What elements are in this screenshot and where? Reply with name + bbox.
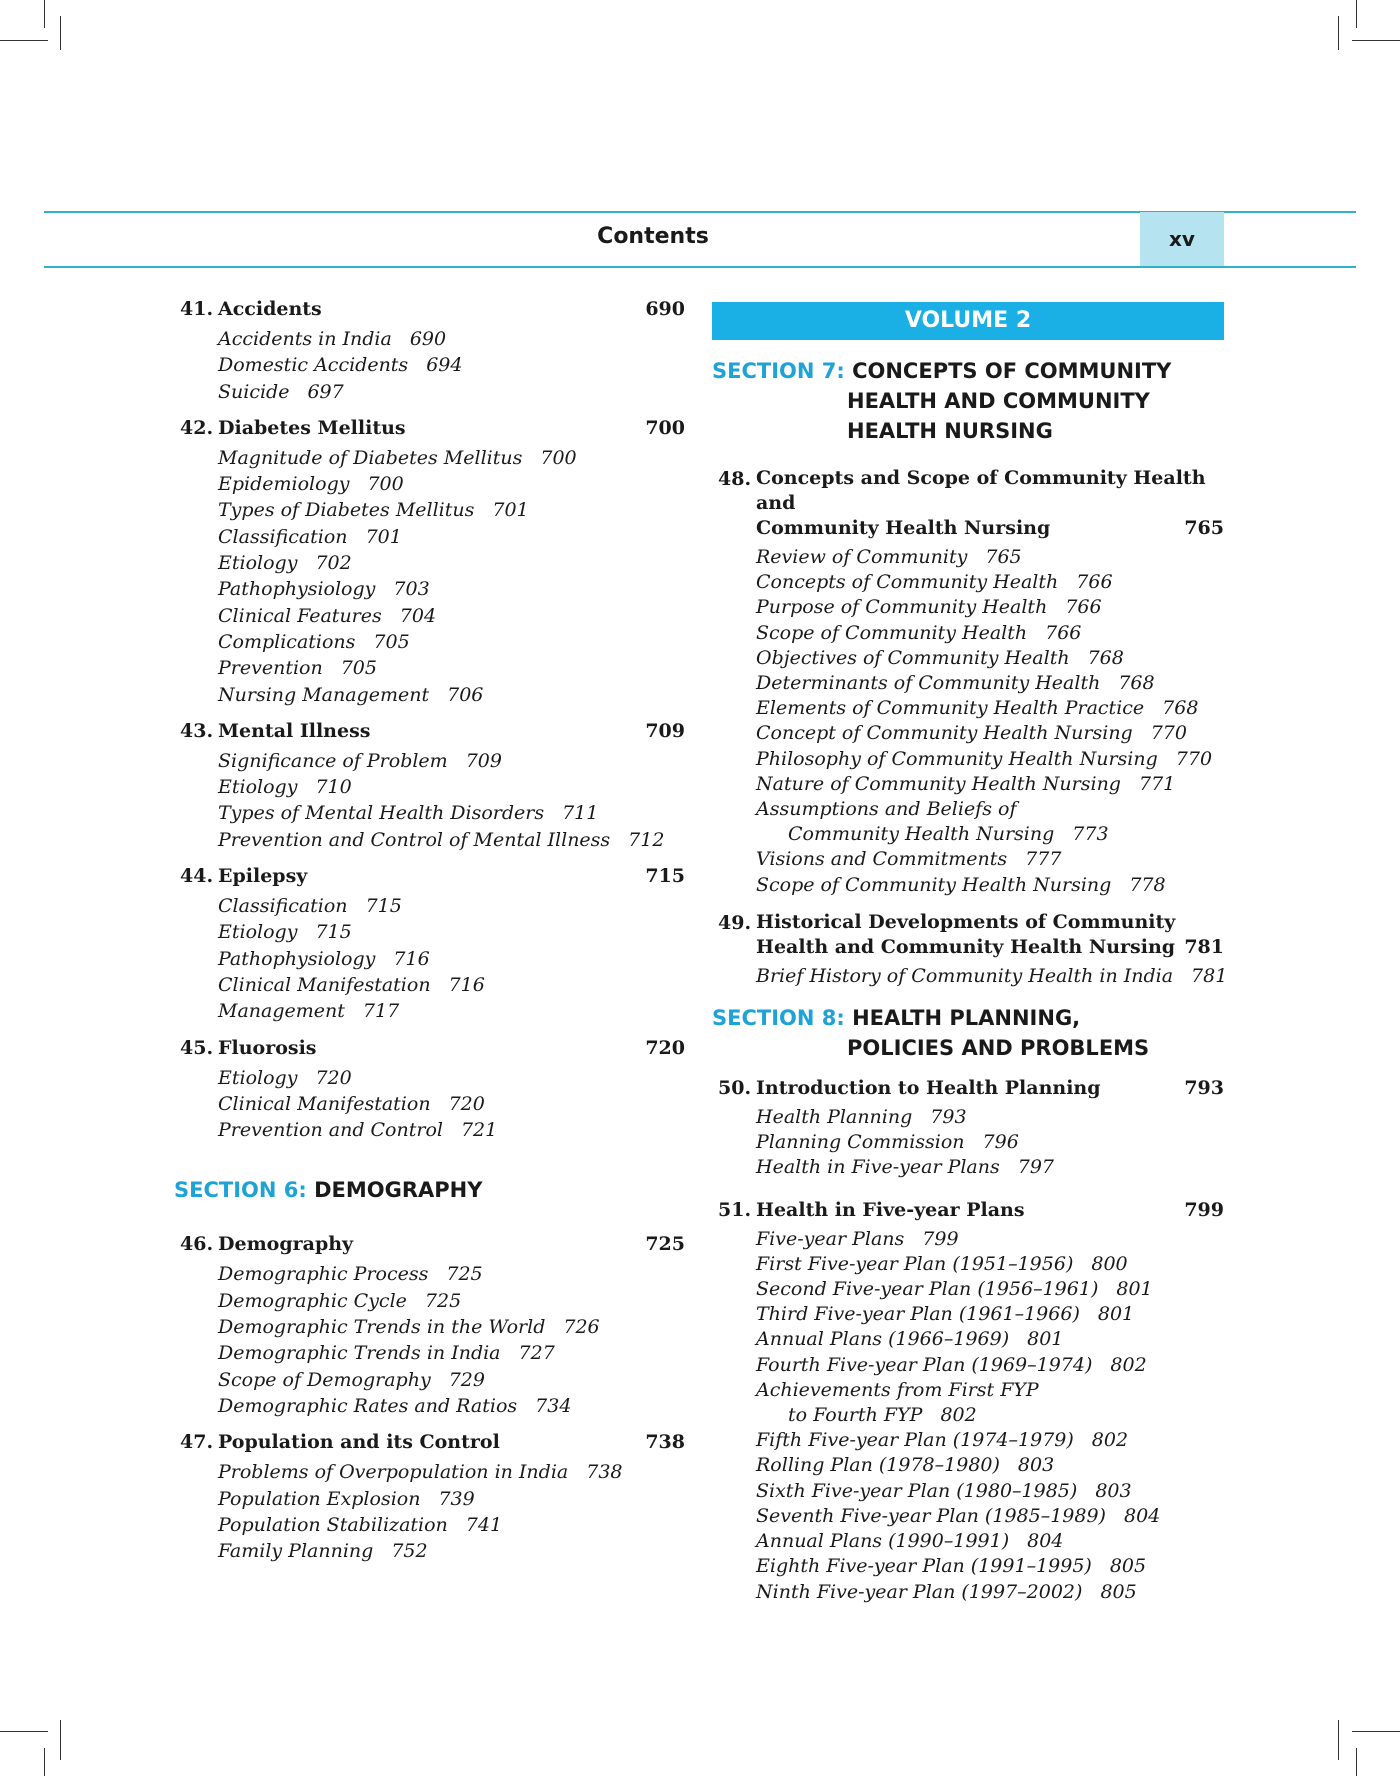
toc-entry (218, 1091, 685, 1117)
toc-entry (218, 603, 685, 629)
entry-title: Ninth Five-year Plan (1997–2002) (756, 1580, 1083, 1603)
toc-entry (218, 919, 685, 945)
toc-entry (756, 1479, 1224, 1504)
toc-entry (218, 497, 685, 523)
toc-entry (756, 1554, 1224, 1579)
entry-page: 805 (1109, 1555, 1147, 1578)
entry-title: Five-year Plans (756, 1227, 905, 1250)
toc-entry (756, 1277, 1224, 1302)
toc-entry (756, 1155, 1224, 1180)
entry-page: 715 (315, 921, 352, 944)
entry-page: 690 (409, 328, 447, 350)
chapter-page: 781 (1184, 935, 1224, 958)
entry-page: 720 (448, 1092, 485, 1115)
entry-title: Scope of Demography (218, 1368, 431, 1391)
left-column (174, 296, 685, 1574)
entry-title: Scope of Community Health Nursing (756, 873, 1112, 896)
entry-title: Visions and Commitments (756, 848, 1008, 871)
entry-page: 802 (940, 1404, 977, 1427)
section-title-line: HEALTH PLANNING, (852, 1006, 1081, 1031)
chapter-heading (180, 296, 685, 322)
entry-title: Prevention (218, 657, 323, 680)
entry-list (218, 893, 685, 1024)
entry-title: Planning Commission (756, 1131, 965, 1154)
section-title-line: HEALTH NURSING (847, 419, 1053, 443)
entry-page: 705 (373, 630, 410, 653)
entry-title: Etiology (218, 921, 298, 944)
chapter-number: 41. (180, 298, 214, 320)
chapter-title: Health in Five-year Plans (756, 1198, 1025, 1221)
toc-entry (218, 524, 685, 550)
toc-entry (756, 1252, 1224, 1277)
section-label: SECTION 8: (712, 1006, 845, 1031)
toc-entry (756, 671, 1224, 696)
crop-mark (60, 1720, 61, 1760)
chapter-title: Introduction to Health Planning (756, 1077, 1101, 1100)
chapter-heading (180, 415, 685, 441)
entry-title: First Five-year Plan (1951–1956) (756, 1252, 1074, 1275)
entry-title: Eighth Five-year Plan (1991–1995) (756, 1555, 1092, 1578)
entry-page: 766 (1045, 621, 1082, 644)
entry-page: 768 (1087, 646, 1124, 669)
crop-mark (60, 16, 61, 50)
chapter-page: 709 (645, 719, 685, 742)
entry-page: 725 (424, 1289, 462, 1312)
chapter-title: Demography (218, 1233, 354, 1256)
entry-title: Demographic Rates and Ratios (218, 1394, 518, 1417)
entry-page: 738 (586, 1461, 623, 1484)
chapter-page: 793 (1184, 1077, 1224, 1100)
toc-entry (756, 1504, 1224, 1529)
toc-entry (218, 946, 685, 972)
entry-page: 703 (393, 578, 430, 601)
chapter-title-line: Community Health Nursing (756, 517, 1051, 539)
crop-mark (1338, 1720, 1339, 1760)
entry-page: 700 (540, 446, 577, 469)
page-number: xv (1140, 212, 1224, 266)
toc-entry (756, 1353, 1224, 1378)
toc-entry (756, 1378, 1224, 1403)
crop-mark (44, 0, 45, 28)
entry-page: 770 (1150, 722, 1187, 745)
toc-entry (756, 1327, 1224, 1352)
toc-entry (756, 1403, 1224, 1428)
entry-title: Fourth Five-year Plan (1969–1974) (756, 1353, 1093, 1376)
toc-entry (756, 721, 1224, 746)
entry-page: 801 (1027, 1328, 1064, 1351)
entry-page: 770 (1175, 747, 1213, 770)
entry-page: 700 (367, 473, 404, 496)
entry-page: 768 (1162, 697, 1199, 720)
entry-title: Prevention and Control (218, 1119, 443, 1142)
entry-title: Nursing Management (218, 683, 430, 706)
entry-page: 777 (1025, 848, 1062, 871)
chapter-title: Mental Illness (218, 719, 371, 742)
entry-page: 734 (535, 1394, 572, 1417)
chapter-title: Fluorosis (218, 1036, 317, 1059)
entry-title: Determinants of Community Health (756, 672, 1101, 695)
toc-entry (756, 1130, 1224, 1155)
chapter-page: 738 (645, 1431, 685, 1454)
crop-mark (1352, 40, 1400, 41)
entry-title: Concepts of Community Health (756, 571, 1059, 594)
toc-entry (756, 964, 1228, 989)
toc-entry (756, 1580, 1224, 1605)
entry-title: Etiology (218, 776, 298, 799)
entry-title: Philosophy of Community Health Nursing (756, 747, 1158, 770)
entry-title: Suicide (218, 380, 290, 403)
entry-title: Community Health Nursing (788, 823, 1055, 846)
toc-entry (756, 1302, 1224, 1327)
toc-entry (218, 655, 685, 681)
crop-mark (1352, 1731, 1400, 1732)
chapter-list (180, 1231, 685, 1564)
toc-entry (218, 550, 685, 576)
entry-page: 702 (315, 552, 352, 575)
entry-title: Accidents in India (218, 328, 392, 350)
chapter-heading (180, 718, 685, 744)
entry-title: Magnitude of Diabetes Mellitus (218, 446, 523, 469)
chapter-title: Population and its Control (218, 1431, 500, 1454)
entry-title: Clinical Manifestation (218, 973, 431, 996)
toc-entry (218, 893, 685, 919)
section-title-line: HEALTH AND COMMUNITY (847, 389, 1150, 413)
entry-title: Types of Diabetes Mellitus (218, 499, 475, 522)
entry-page: 711 (562, 802, 599, 825)
entry-page: 803 (1095, 1479, 1132, 1502)
entry-page: 803 (1017, 1454, 1055, 1477)
entry-title: Purpose of Community Health (756, 596, 1048, 619)
crop-mark (0, 1731, 48, 1732)
toc-entry (756, 1105, 1224, 1130)
toc-entry (756, 747, 1224, 772)
toc-entry (218, 629, 685, 655)
entry-title: Achievements from First FYP (756, 1378, 1039, 1401)
entry-title: Annual Plans (1966–1969) (756, 1328, 1010, 1351)
chapter (180, 863, 685, 1024)
volume-banner: VOLUME 2 (712, 302, 1224, 340)
entry-title: Second Five-year Plan (1956–1961) (756, 1278, 1099, 1301)
toc-entry (756, 570, 1224, 595)
entry-title: Sixth Five-year Plan (1980–1985) (756, 1479, 1078, 1502)
entry-list (218, 1459, 685, 1564)
entry-page: 801 (1097, 1303, 1135, 1326)
entry-title: Clinical Manifestation (218, 1092, 431, 1115)
entry-page: 765 (985, 546, 1022, 568)
entry-title: Brief History of Community Health in India (756, 964, 1174, 987)
section-label: SECTION 7: (712, 359, 845, 383)
chapter-heading (180, 1035, 685, 1061)
toc-entry (218, 1367, 685, 1393)
toc-entry (218, 1117, 685, 1143)
chapter-page: 725 (645, 1233, 685, 1256)
toc-entry (756, 545, 1224, 570)
entry-title: Types of Mental Health Disorders (218, 802, 545, 825)
entry-page: 725 (446, 1263, 483, 1286)
toc-entry (218, 774, 685, 800)
entry-title: Classification (218, 525, 348, 548)
toc-entry (218, 1486, 685, 1512)
chapter (180, 1231, 685, 1419)
header-rule-bottom (44, 266, 1356, 268)
entry-page: 741 (465, 1513, 503, 1536)
chapter-number: 51. (718, 1198, 752, 1221)
toc-entry (756, 646, 1224, 671)
toc-entry (218, 998, 685, 1024)
toc-entry (756, 621, 1224, 646)
entry-title: Scope of Community Health (756, 621, 1028, 644)
entry-page: 715 (365, 895, 402, 918)
toc-entry (756, 1227, 1224, 1252)
entry-page: 796 (982, 1131, 1019, 1154)
chapter-number: 50. (718, 1077, 752, 1100)
entry-title: Demographic Process (218, 1263, 429, 1286)
entry-page: 800 (1091, 1252, 1128, 1275)
entry-page: 768 (1118, 672, 1155, 695)
entry-list (218, 1065, 685, 1144)
entry-title: Rolling Plan (1978–1980) (756, 1454, 1000, 1477)
entry-title: Assumptions and Beliefs of (756, 798, 1017, 821)
toc-entry (218, 682, 685, 708)
toc-entry (218, 445, 685, 471)
toc-entry (756, 847, 1224, 872)
entry-list (756, 1105, 1224, 1181)
chapter-page: 799 (1184, 1198, 1224, 1221)
entry-page: 766 (1065, 596, 1102, 619)
entry-page: 766 (1076, 571, 1113, 594)
section-7-heading (712, 356, 1224, 446)
crop-mark (1356, 0, 1357, 28)
toc-entry (756, 1529, 1224, 1554)
entry-page: 781 (1191, 964, 1228, 987)
toc-entry (756, 1453, 1224, 1478)
section-6-heading (174, 1175, 685, 1205)
chapter-title: Epilepsy (218, 865, 308, 888)
chapter-page: 720 (645, 1036, 685, 1059)
toc-entry (218, 1340, 685, 1366)
entry-page: 701 (365, 525, 402, 548)
chapter-title: Accidents (218, 298, 322, 320)
entry-page: 726 (563, 1316, 600, 1339)
entry-page: 799 (922, 1227, 959, 1250)
toc-entry (218, 1065, 685, 1091)
entry-title: Management (218, 1000, 345, 1023)
entry-page: 712 (628, 828, 665, 851)
entry-title: Family Planning (218, 1540, 374, 1563)
entry-title: Review of Community (756, 546, 968, 568)
crop-mark (0, 40, 48, 41)
running-header-title: Contents (597, 224, 709, 249)
toc-entry (218, 326, 685, 352)
entry-page: 716 (448, 973, 485, 996)
entry-page: 778 (1129, 873, 1166, 896)
entry-page: 805 (1100, 1580, 1137, 1603)
entry-title: Etiology (218, 552, 298, 575)
entry-title: Etiology (218, 1066, 298, 1089)
chapter-number: 49. (718, 911, 752, 934)
chapter (180, 718, 685, 853)
chapter-48 (712, 466, 1224, 898)
crop-mark (1338, 16, 1339, 50)
toc-entry (218, 1393, 685, 1419)
toc-entry (218, 800, 685, 826)
chapter-number: 46. (180, 1233, 214, 1256)
entry-page: 721 (460, 1119, 498, 1142)
entry-page: 704 (399, 604, 437, 627)
chapter-page: 715 (645, 865, 685, 888)
entry-page: 802 (1110, 1353, 1147, 1376)
toc-entry (218, 1512, 685, 1538)
chapter-title-line: Concepts and Scope of Community Health and (756, 467, 1206, 514)
right-column (712, 302, 1228, 1614)
entry-page: 801 (1116, 1278, 1153, 1301)
entry-page: 771 (1138, 772, 1176, 795)
section-label: SECTION 6: (174, 1178, 307, 1203)
section-title-line: CONCEPTS OF COMMUNITY (852, 359, 1172, 383)
entry-page: 797 (1017, 1156, 1055, 1179)
entry-title: Significance of Problem (218, 749, 448, 772)
entry-list (218, 445, 685, 708)
toc-entry (218, 352, 685, 378)
entry-title: Clinical Features (218, 604, 382, 627)
toc-entry (218, 748, 685, 774)
entry-title: Complications (218, 630, 356, 653)
entry-title: Pathophysiology (218, 578, 376, 601)
entry-page: 752 (391, 1540, 428, 1563)
entry-title: Domestic Accidents (218, 354, 409, 377)
crop-mark (44, 1748, 45, 1776)
entry-page: 802 (1091, 1429, 1129, 1452)
chapter (180, 415, 685, 708)
entry-page: 727 (518, 1342, 555, 1365)
chapter-title-line: Historical Developments of Community (756, 910, 1176, 933)
entry-title: Population Stabilization (218, 1513, 448, 1536)
section-title-line: POLICIES AND PROBLEMS (847, 1036, 1150, 1061)
chapter-number: 42. (180, 416, 214, 439)
entry-title: Demographic Trends in India (218, 1342, 501, 1365)
entry-page: 773 (1072, 823, 1109, 846)
chapter-49 (712, 910, 1228, 989)
entry-list (756, 1227, 1224, 1605)
chapter (180, 1035, 685, 1144)
chapter-page: 700 (645, 416, 685, 439)
entry-title: Population Explosion (218, 1487, 421, 1510)
toc-entry (756, 797, 1224, 822)
toc-entry (218, 1314, 685, 1340)
entry-list (756, 545, 1224, 898)
entry-page: 701 (492, 499, 529, 522)
toc-entry (218, 471, 685, 497)
toc-entry (218, 972, 685, 998)
chapter-heading (180, 863, 685, 889)
entry-title: Health Planning (756, 1106, 913, 1129)
entry-title: Annual Plans (1990–1991) (756, 1530, 1010, 1553)
entry-title: Concept of Community Health Nursing (756, 722, 1133, 745)
entry-page: 804 (1027, 1530, 1064, 1553)
chapter-50 (712, 1075, 1224, 1181)
toc-entry (218, 379, 685, 405)
entry-list (218, 326, 685, 405)
toc-entry (756, 822, 1224, 847)
section-8-heading (712, 1003, 1224, 1063)
entry-page: 709 (465, 749, 502, 772)
chapter-heading (180, 1231, 685, 1257)
toc-entry (218, 1288, 685, 1314)
entry-title: Classification (218, 895, 348, 918)
chapter-number: 43. (180, 719, 214, 742)
toc-entry (218, 827, 685, 853)
section-title: DEMOGRAPHY (314, 1178, 483, 1203)
entry-page: 694 (426, 354, 463, 377)
chapter-title-line: Health and Community Health Nursing (756, 935, 1176, 958)
crop-mark (1356, 1748, 1357, 1776)
entry-title: Epidemiology (218, 473, 350, 496)
toc-entry (218, 576, 685, 602)
chapter-heading (180, 1429, 685, 1455)
chapter-list (180, 296, 685, 1143)
entry-title: Fifth Five-year Plan (1974–1979) (756, 1429, 1074, 1452)
entry-title: Elements of Community Health Practice (756, 697, 1145, 720)
entry-title: Demographic Trends in the World (218, 1316, 546, 1339)
entry-page: 739 (438, 1487, 475, 1510)
chapter-number: 45. (180, 1036, 214, 1059)
entry-list (218, 748, 685, 853)
entry-title: Seventh Five-year Plan (1985–1989) (756, 1504, 1106, 1527)
entry-page: 705 (340, 657, 377, 680)
entry-page: 697 (307, 380, 344, 403)
toc-entry (756, 873, 1224, 898)
toc-entry (756, 696, 1224, 721)
entry-title: Health in Five-year Plans (756, 1156, 1000, 1179)
chapter-page: 765 (1184, 517, 1224, 539)
entry-page: 706 (447, 683, 484, 706)
toc-entry (756, 772, 1224, 797)
chapter (180, 1429, 685, 1564)
entry-title: Objectives of Community Health (756, 646, 1070, 669)
entry-title: Problems of Overpopulation in India (218, 1461, 569, 1484)
chapter-page: 690 (645, 298, 685, 320)
entry-page: 793 (930, 1106, 967, 1129)
chapter-number: 48. (718, 468, 752, 490)
chapter-number: 47. (180, 1431, 214, 1454)
entry-page: 710 (315, 776, 352, 799)
entry-title: Nature of Community Health Nursing (756, 772, 1121, 795)
chapter (180, 296, 685, 405)
entry-title: to Fourth FYP (788, 1404, 923, 1427)
toc-entry (218, 1538, 685, 1564)
entry-title: Pathophysiology (218, 947, 376, 970)
entry-list (756, 964, 1228, 989)
entry-title: Demographic Cycle (218, 1289, 407, 1312)
entry-page: 717 (362, 1000, 400, 1023)
chapter-title: Diabetes Mellitus (218, 416, 406, 439)
entry-title: Prevention and Control of Mental Illness (218, 828, 611, 851)
entry-title: Third Five-year Plan (1961–1966) (756, 1303, 1080, 1326)
toc-entry (756, 1428, 1224, 1453)
entry-page: 720 (315, 1066, 352, 1089)
entry-page: 716 (393, 947, 430, 970)
toc-entry (756, 595, 1224, 620)
toc-entry (218, 1459, 685, 1485)
entry-list (218, 1261, 685, 1419)
chapter-51 (712, 1197, 1224, 1605)
toc-entry (218, 1261, 685, 1287)
entry-page: 729 (448, 1368, 485, 1391)
chapter-number: 44. (180, 865, 214, 888)
entry-page: 804 (1123, 1504, 1161, 1527)
